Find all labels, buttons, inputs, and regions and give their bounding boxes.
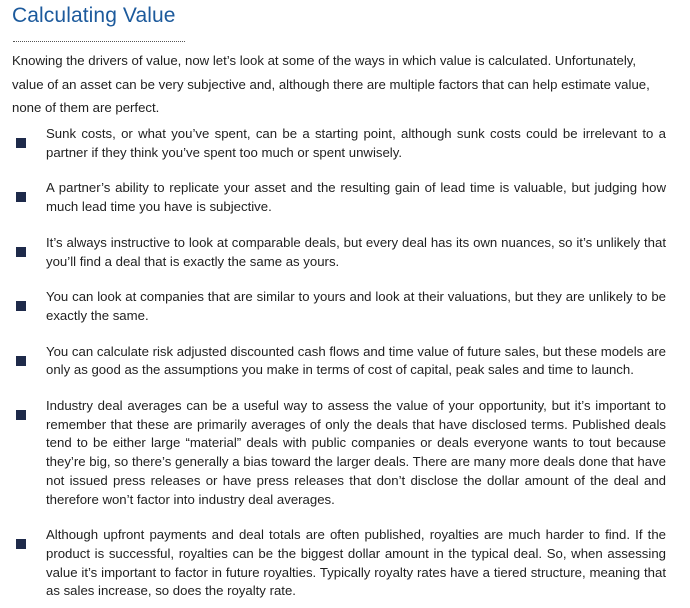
bullet-text: You can look at companies that are similar to yours and look at their valuations, but they are unlikely to be exactly the same. (46, 289, 666, 323)
intro-paragraph: Knowing the drivers of value, now let’s look at some of the ways in which value is calculated. Unfortunately, value of an asset can be very subjective and, although there are multiple factors that can help estimate value, none of them are perfect. (12, 53, 650, 115)
bullet-text: Sunk costs, or what you’ve spent, can be a starting point, although sunk costs could be irrelevant to a partner if they think you’ve spent too much or spent unwisely. (46, 126, 666, 160)
bullet-text: A partner’s ability to replicate your asset and the resulting gain of lead time is valuable, but judging how much lead time you have is subjective. (46, 180, 666, 215)
title-dotted-rule (13, 41, 185, 42)
bullet-text: Industry deal averages can be a useful way to assess the value of your opportunity, but it’s important to remember that these are primarily averages of only the deals that have disclosed terms. Published deals tend to be either large “material” deals with public companies or deals everyone wants to tout because they’re big, so there’s generally a bias toward the larger deals. There are many more deals done that have not issued press releases or have press releases that don’t disclose the dollar amount of the deal and therefore won’t factor into industry deal averages. (46, 398, 666, 507)
bullet-item (0, 125, 666, 162)
bullet-item (0, 397, 666, 509)
square-bullet-icon (16, 356, 26, 366)
bullet-item (0, 234, 666, 271)
page-title: Calculating Value (12, 4, 176, 27)
square-bullet-icon (16, 247, 26, 257)
bullet-text: It’s always instructive to look at comparable deals, but every deal has its own nuances, so it’s unlikely that you’ll find a deal that is exactly the same as yours. (46, 234, 666, 269)
square-bullet-icon (16, 539, 26, 549)
bullet-item (0, 343, 666, 380)
bullet-item (0, 288, 666, 325)
square-bullet-icon (16, 301, 26, 311)
square-bullet-icon (16, 138, 26, 148)
bullet-text: Although upfront payments and deal totals are often published, royalties are much harder to find. If the product is successful, royalties can be the biggest dollar amount in the typical deal. So, when assessing value it’s important to factor in future royalties. Typically royalty rates have a tiered structure, meaning that as sales increase, so does the royalty rate. (46, 527, 666, 599)
square-bullet-icon (16, 192, 26, 202)
bullet-text: You can calculate risk adjusted discounted cash flows and time value of future sales, but these models are only as good as the assumptions you make in terms of cost of capital, peak sales and time to launch. (46, 343, 666, 378)
bullet-item (0, 526, 666, 601)
square-bullet-icon (16, 410, 26, 420)
bullet-list (0, 125, 690, 601)
bullet-item (0, 179, 666, 216)
